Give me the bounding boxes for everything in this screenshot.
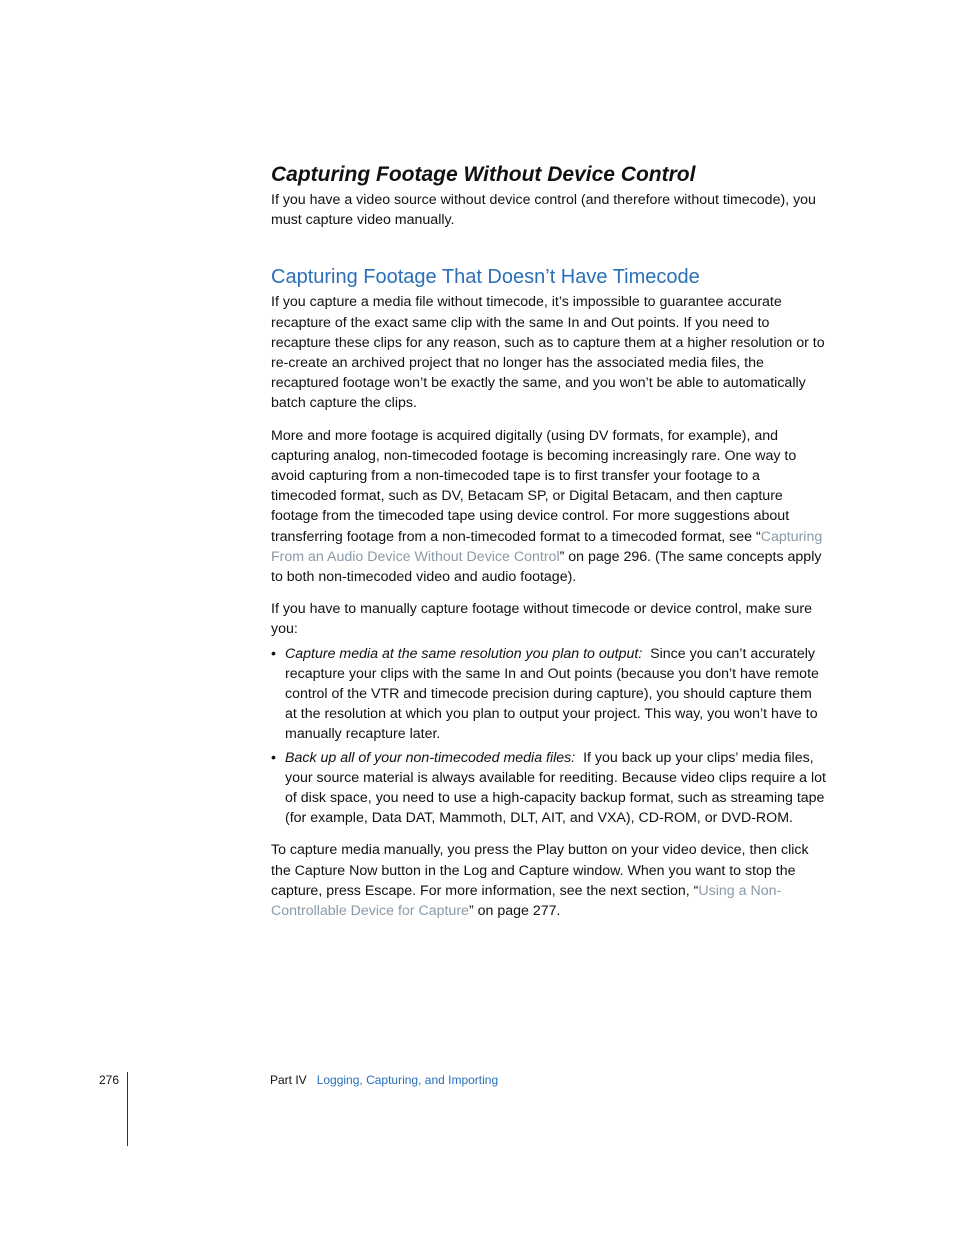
- paragraph-3: If you have to manually capture footage without timecode or device control, make sure you:: [271, 601, 812, 638]
- paragraph-2: [271, 426, 827, 588]
- bullet-lead: Back up all of your non-timecoded media files:: [285, 749, 576, 766]
- link-audio-device[interactable]: Capturing From an Audio Device Without Device Control: [271, 528, 823, 565]
- bullet-list: [271, 644, 827, 829]
- paragraph-1: If you capture a media file without timecode, it’s impossible to guarantee accurate recapture of the exact same clip with the same In and Out points. If you need to recapture these clips for any reason, such as to capture them at a higher resolution or to re-create an archived project that no longer has the associated media files, the recaptured footage won’t be exactly the same, and you won’t be able to automatically batch capture the clips.: [271, 294, 825, 412]
- list-item: [271, 644, 827, 745]
- section-intro: If you have a video source without device control (and therefore without timecode), you must capture video manually.: [271, 192, 816, 229]
- footer-part-label: [270, 1072, 498, 1088]
- list-item: [271, 748, 827, 829]
- paragraph-2-text: More and more footage is acquired digitally (using DV formats, for example), and capturing analog, non-timecoded footage is becoming increasingly rare. One way to avoid capturing from a non-timecoded tape is to first transfer your footage to a timecoded format, such as DV, Betacam SP, or Digital Betacam, and then capture footage from the timecoded tape using device control. For more suggestions about transferring footage from a non-timecoded format to a timecoded format, see “: [271, 427, 797, 545]
- footer-section-link[interactable]: Logging, Capturing, and Importing: [316, 1073, 499, 1087]
- link-non-controllable-device[interactable]: Using a Non-Controllable Device for Capture: [271, 882, 782, 920]
- page-content: [271, 160, 827, 921]
- paragraph-4: [271, 840, 827, 921]
- paragraph-2-text-end: ” on page 296. (The same concepts apply to both non-timecoded video and audio footage).: [271, 548, 822, 586]
- paragraph-4-text: To capture media manually, you press the Play button on your video device, then click the Capture Now button in the Log and Capture window. When you want to stop the capture, press Escape. For more information, see the next section, “: [271, 842, 809, 899]
- footer-part: Part IV: [270, 1073, 307, 1087]
- bullet-text: If you back up your clips’ media files, your source material is always available for reediting. Because video clips require a lot of disk space, you need to use a high-capacity backup format, such as streaming tape (for example, Data DAT, Mammoth, DLT, AIT, and VXA), CD-ROM, or DVD-ROM.: [285, 749, 826, 827]
- paragraph-4-text-end: ” on page 277.: [468, 903, 561, 920]
- page-number: 276: [99, 1073, 120, 1087]
- section-title-device-control: Capturing Footage Without Device Control: [271, 163, 696, 186]
- bullet-text: Since you can’t accurately recapture your clips with the same In and Out points (because you don’t have remote control of the VTR and timecode precision during capture), you should capture them at the resolution at which you plan to output your project. This way, you won’t have to manually recapture later.: [285, 645, 819, 743]
- footer-divider: [127, 1072, 128, 1146]
- bullet-marker: •: [271, 749, 276, 766]
- bullet-lead: Capture media at the same resolution you plan to output:: [285, 645, 643, 662]
- bullet-marker: •: [271, 645, 276, 662]
- section-title-timecode: Capturing Footage That Doesn’t Have Timecode: [271, 266, 700, 289]
